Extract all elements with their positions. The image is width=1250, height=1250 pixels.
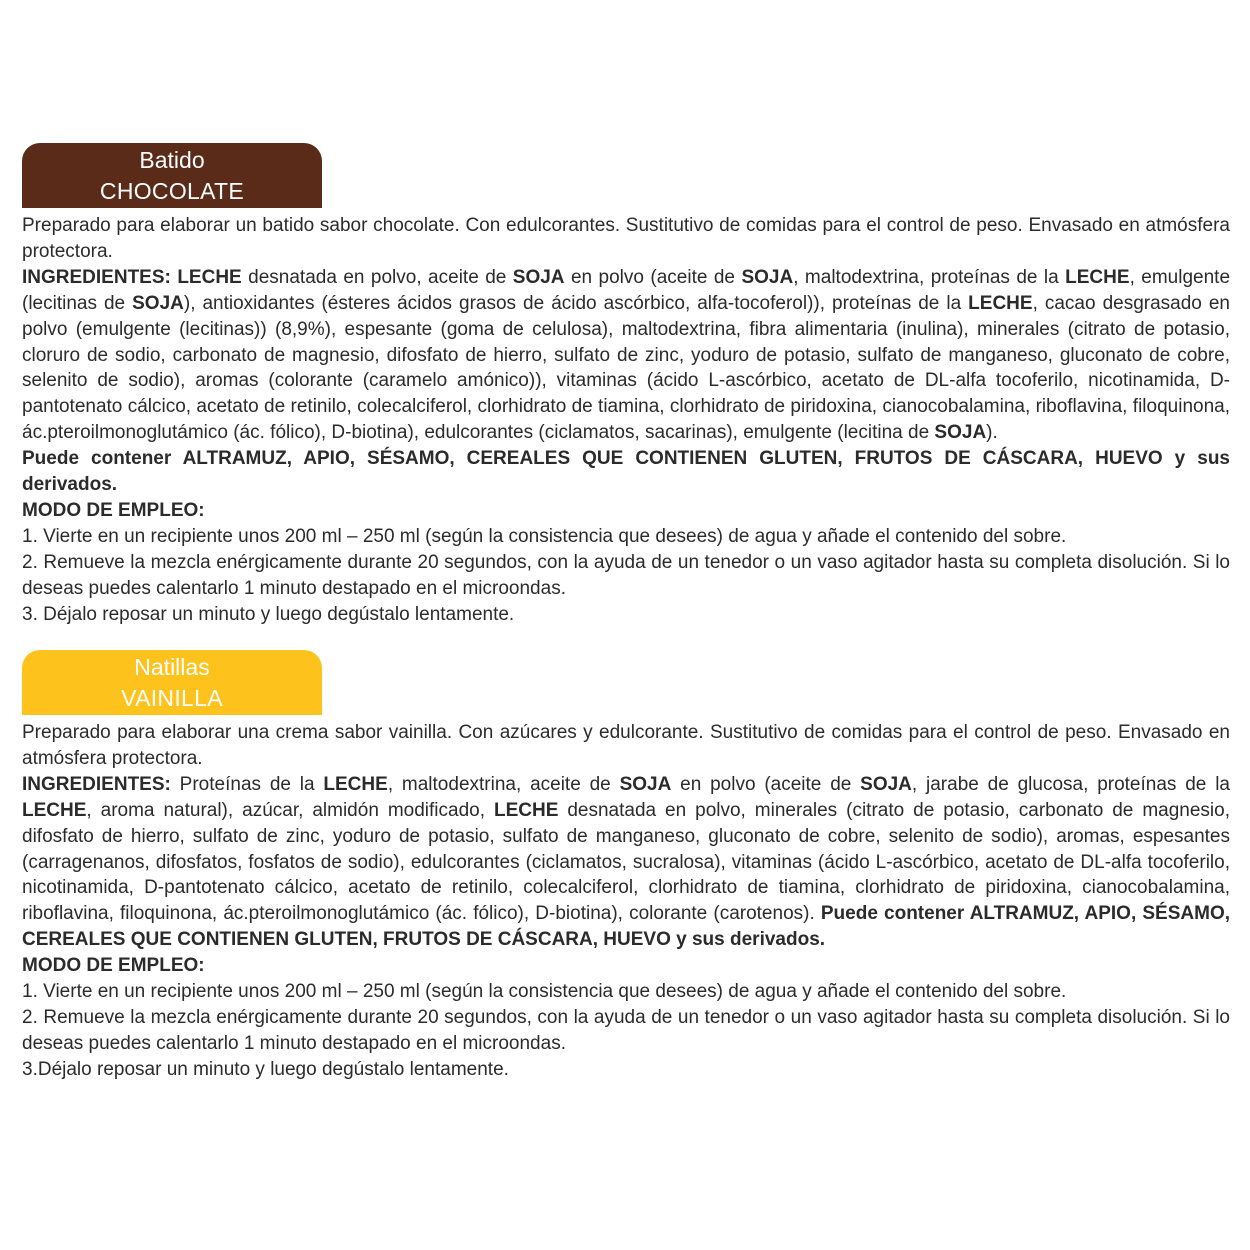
ingredient-allergen: LECHE xyxy=(968,292,1033,314)
ingredient-text: Proteínas de la xyxy=(170,773,324,795)
vanilla-usage-label-text: MODO DE EMPLEO: xyxy=(22,955,205,977)
vanilla-step-3: 3.Déjalo reposar un minuto y luego degústalo lentamente. xyxy=(22,1058,509,1080)
ingredient-text: desnatada en polvo, minerales (citrato de potasio, carbonato de magnesio, difosfato de hierro, sulfato de zinc, yoduro de potasio, sulfato de manganeso, gluconato de cobre, selenito de sodio), aromas, espesantes (carragenanos, difosfatos, fosfatos de sodio), edulcorantes (ciclamatos, sucralosa), vitaminas (ácido L-ascórbico, acetato de DL-alfa tocoferilo, nicotinamida, D-pantotenato cálcico, acetato de retinilo, colecalciferol, clorhidrato de tiamina, clorhidrato de piridoxina, cianocobalamina, riboflavina, filoquinona, ác.pteroilmonoglutámico (ác. fólico), D-biotina), colorante (carotenos). xyxy=(22,799,1230,925)
ingredient-allergen: LECHE xyxy=(177,266,242,288)
ingredient-allergen: SOJA xyxy=(860,773,912,795)
ingredient-text: , cacao desgrasado en polvo (emulgente (lecitinas)) (8,9%), espesante (goma de celulosa), maltodextrina, fibra alimentaria (inulina), minerales (citrato de potasio, cloruro de sodio, carbonato de magnesio, difosfato de hierro, sulfato de zinc, yoduro de potasio, sulfato de manganeso, gluconato de cobre, selenito de sodio), aromas (colorante (caramelo amónico)), vitaminas (ácido L-ascórbico, acetato de DL-alfa tocoferilo, nicotinamida, D-pantotenato cálcico, acetato de retinilo, colecalciferol, clorhidrato de tiamina, clorhidrato de piridoxina, cianocobalamina, riboflavina, filoquinona, ác.pteroilmonoglutámico (ác. fólico), D-biotina), edulcorantes (ciclamatos, sacarinas), emulgente (lecitina de xyxy=(22,292,1231,444)
ingredient-text: , aroma natural), azúcar, almidón modificado, xyxy=(86,799,494,821)
vanilla-step-1: 1. Vierte en un recipiente unos 200 ml – 250 ml (según la consistencia que desees) de agua y añade el contenido del sobre. xyxy=(22,981,1067,1003)
ingredient-allergen: SOJA xyxy=(512,266,565,288)
chocolate-body xyxy=(22,213,1230,628)
chocolate-allergens xyxy=(22,446,1230,498)
ingredient-text: en polvo (aceite de xyxy=(564,266,742,288)
vanilla-step-2: 2. Remueve la mezcla enérgicamente durante 20 segundos, con la ayuda de un tenedor o un vaso agitador hasta su completa disolución. Si lo deseas puedes calentarlo 1 minuto destapado en el microondas. xyxy=(22,1006,1230,1054)
ingredient-text: , jarabe de glucosa, proteínas de la xyxy=(911,773,1230,795)
ingredient-text: , maltodextrina, proteínas de la xyxy=(793,266,1066,288)
chocolate-tab-line1: Batido xyxy=(139,147,205,173)
vanilla-ingredients-label: INGREDIENTES: xyxy=(22,773,171,795)
vanilla-tab-line1: Natillas xyxy=(134,654,210,680)
vanilla-intro: Preparado para elaborar una crema sabor vainilla. Con azúcares y edulcorante. Sustitutivo de comidas para el control de peso. Envasado en atmósfera protectora. xyxy=(22,722,1230,769)
vanilla-section xyxy=(22,650,1230,1083)
ingredient-allergen: LECHE xyxy=(22,799,87,821)
chocolate-ingredients-label: INGREDIENTES: xyxy=(22,266,171,288)
vanilla-usage-label xyxy=(22,953,1230,979)
ingredient-text: ). xyxy=(986,422,998,444)
chocolate-ingredients-text xyxy=(22,267,1230,443)
vanilla-tab xyxy=(22,650,322,715)
chocolate-tab xyxy=(22,143,322,208)
ingredient-text: desnatada en polvo, aceite de xyxy=(241,266,513,288)
ingredient-allergen: SOJA xyxy=(741,266,794,288)
ingredient-text: , maltodextrina, aceite de xyxy=(387,773,620,795)
vanilla-tab-line2: VAINILLA xyxy=(121,685,223,711)
chocolate-tab-line2: CHOCOLATE xyxy=(99,178,245,204)
ingredient-allergen: SOJA xyxy=(934,422,987,444)
ingredient-allergen: SOJA xyxy=(619,773,672,795)
chocolate-usage-label-text: MODO DE EMPLEO: xyxy=(22,499,205,521)
vanilla-body xyxy=(22,720,1230,1083)
chocolate-section xyxy=(22,143,1230,628)
ingredient-text: ), antioxidantes (ésteres ácidos grasos de ácido ascórbico, alfa-tocoferol)), proteínas de la xyxy=(183,292,969,314)
vanilla-ingredients-text xyxy=(22,774,1230,925)
ingredient-allergen: LECHE xyxy=(493,799,559,821)
chocolate-intro: Preparado para elaborar un batido sabor chocolate. Con edulcorantes. Sustitutivo de comidas para el control de peso. Envasado en atmósfera protectora. xyxy=(22,215,1230,262)
chocolate-step-1: 1. Vierte en un recipiente unos 200 ml – 250 ml (según la consistencia que desees) de agua y añade el contenido del sobre. xyxy=(22,525,1067,547)
chocolate-usage-label xyxy=(22,498,1230,524)
chocolate-step-3: 3. Déjalo reposar un minuto y luego degústalo lentamente. xyxy=(22,603,515,625)
chocolate-allergens-text: Puede contener ALTRAMUZ, APIO, SÉSAMO, CEREALES QUE CONTIENEN GLUTEN, FRUTOS DE CÁSCARA, HUEVO y sus derivados. xyxy=(22,448,1230,496)
ingredient-text: , emulgente (lecitinas de xyxy=(22,266,1231,314)
ingredient-allergen: LECHE xyxy=(1065,266,1130,288)
ingredient-allergen: SOJA xyxy=(132,292,184,314)
chocolate-ingredients xyxy=(22,265,1230,446)
ingredient-allergen: LECHE xyxy=(323,773,388,795)
vanilla-allergens: Puede contener ALTRAMUZ, APIO, SÉSAMO, CEREALES QUE CONTIENEN GLUTEN, FRUTOS DE CÁSCARA, HUEVO y sus derivados. xyxy=(22,903,1230,951)
chocolate-step-2: 2. Remueve la mezcla enérgicamente durante 20 segundos, con la ayuda de un tenedor o un vaso agitador hasta su completa disolución. Si lo deseas puedes calentarlo 1 minuto destapado en el microondas. xyxy=(22,551,1230,599)
vanilla-ingredients xyxy=(22,772,1230,953)
ingredient-text: en polvo (aceite de xyxy=(671,773,861,795)
